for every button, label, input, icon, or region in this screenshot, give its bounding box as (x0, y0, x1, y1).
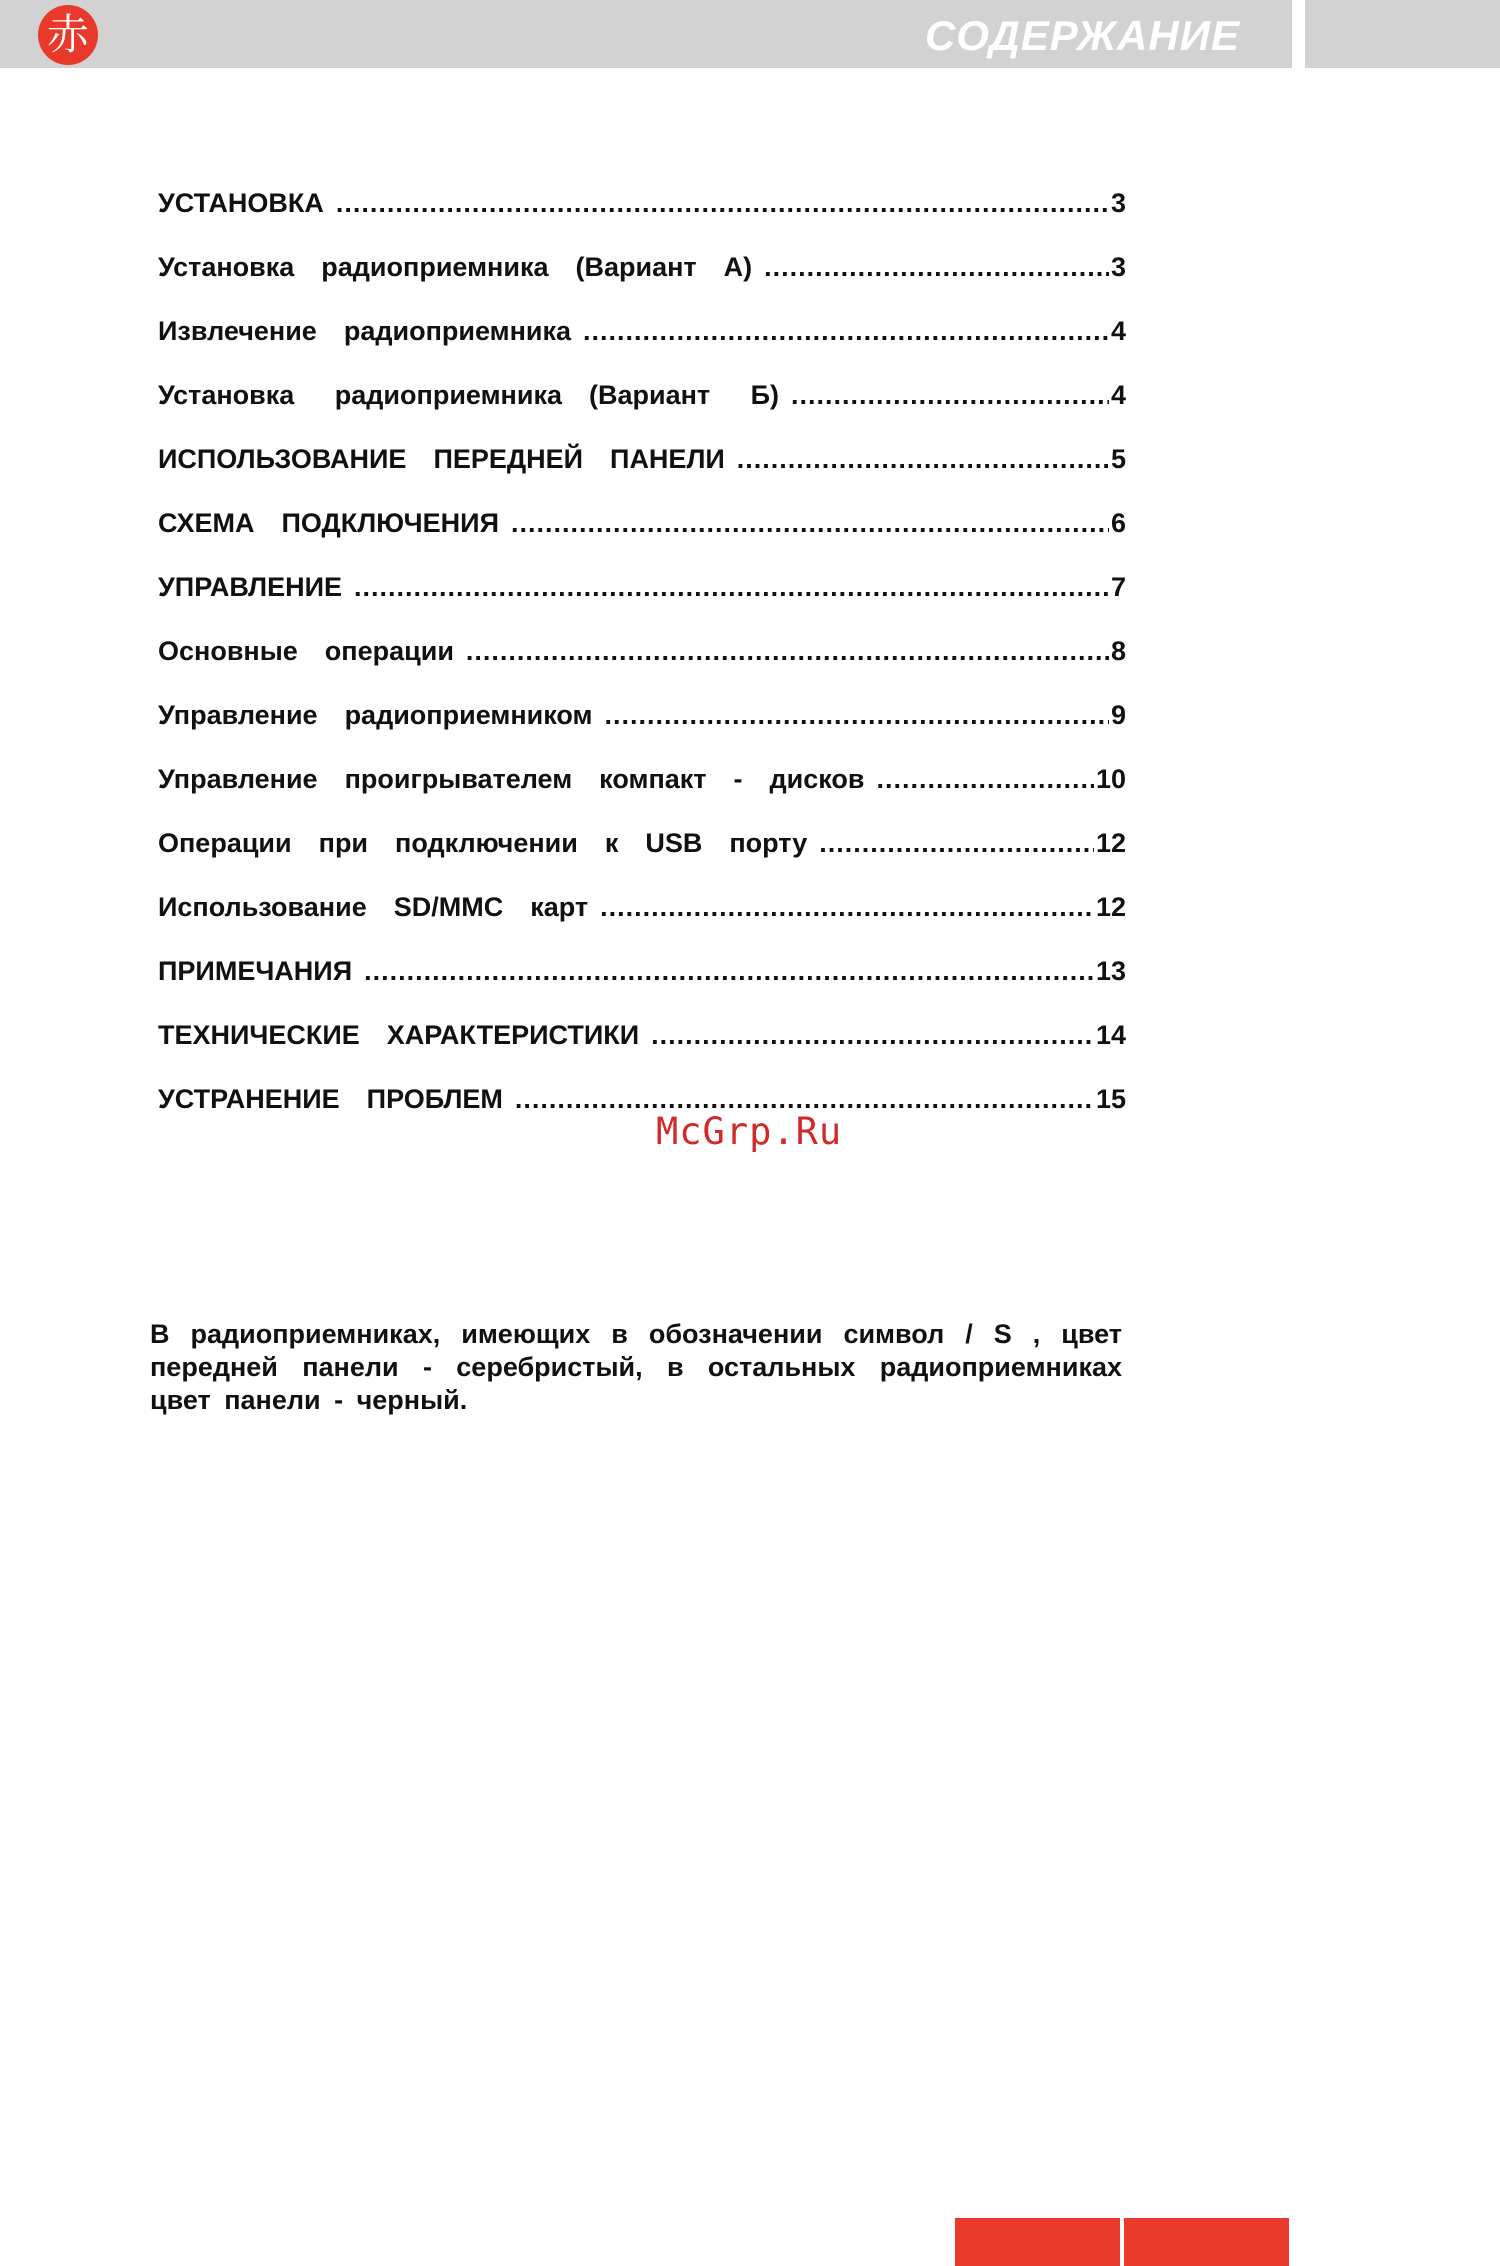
toc-leader (651, 1020, 1094, 1051)
logo-icon: 赤 (38, 5, 98, 65)
toc-item-page: 4 (1110, 380, 1126, 410)
footer-accent-block (1124, 2218, 1289, 2266)
toc-item-page: 14 (1095, 1020, 1126, 1050)
toc-leader (466, 636, 1109, 667)
toc-item-label: СХЕМА ПОДКЛЮЧЕНИЯ (158, 508, 499, 538)
toc-leader (819, 828, 1094, 859)
toc-leader (336, 188, 1109, 219)
toc-item-page: 6 (1110, 508, 1126, 538)
toc-item[interactable] (158, 1020, 1126, 1084)
toc-item-page: 12 (1095, 828, 1126, 858)
toc-item-label: УСТАНОВКА (158, 188, 324, 218)
toc-item-label: Использование SD/MMC карт (158, 892, 589, 922)
toc-item[interactable] (158, 828, 1126, 892)
toc-item[interactable] (158, 1084, 1126, 1148)
toc-leader (605, 700, 1109, 731)
toc-leader (583, 316, 1109, 347)
toc-leader (354, 572, 1109, 603)
toc-item[interactable] (158, 380, 1126, 444)
toc-item-page: 3 (1110, 252, 1126, 282)
toc-item-page: 4 (1110, 316, 1126, 346)
toc-item-label: Извлечение радиоприемника (158, 316, 572, 346)
toc-item-label: УСТРАНЕНИЕ ПРОБЛЕМ (158, 1084, 503, 1114)
toc-item-page: 9 (1110, 700, 1126, 730)
toc-item-label: ИСПОЛЬЗОВАНИЕ ПЕРЕДНЕЙ ПАНЕЛИ (158, 444, 725, 474)
toc-item[interactable] (158, 700, 1126, 764)
toc-item-page: 8 (1110, 636, 1126, 666)
toc-leader (600, 892, 1094, 923)
toc-item[interactable] (158, 892, 1126, 956)
toc-item-page: 3 (1110, 188, 1126, 218)
toc-item[interactable] (158, 508, 1126, 572)
toc-item[interactable] (158, 956, 1126, 1020)
toc-item-page: 7 (1110, 572, 1126, 602)
header-bar-right (1305, 0, 1500, 68)
toc-item-label: Управление проигрывателем компакт - дисков (158, 764, 865, 794)
toc-item[interactable] (158, 252, 1126, 316)
toc-item-page: 12 (1095, 892, 1126, 922)
toc-item-page: 5 (1110, 444, 1126, 474)
toc-item-label: Управление радиоприемником (158, 700, 593, 730)
toc-item-label: Установка радиоприемника (Вариант Б) (158, 380, 780, 410)
table-of-contents (158, 188, 1126, 1148)
toc-item-page: 10 (1095, 764, 1126, 794)
toc-item[interactable] (158, 188, 1126, 252)
note-paragraph: В радиоприемниках, имеющих в обозначении символ / S , цвет передней панели - серебристый, в остальных радиоприемниках цвет панели - черный. (150, 1319, 1122, 1415)
watermark: McGrp.Ru (656, 1110, 843, 1153)
toc-item[interactable] (158, 316, 1126, 380)
toc-item[interactable] (158, 636, 1126, 700)
toc-leader (364, 956, 1094, 987)
toc-item-label: Операции при подключении к USB порту (158, 828, 808, 858)
toc-item[interactable] (158, 572, 1126, 636)
toc-item-label: ТЕХНИЧЕСКИЕ ХАРАКТЕРИСТИКИ (158, 1020, 640, 1050)
toc-leader (764, 252, 1109, 283)
footer-accent-block (955, 2218, 1120, 2266)
page-title: СОДЕРЖАНИЕ (924, 12, 1240, 59)
toc-item-label: ПРИМЕЧАНИЯ (158, 956, 353, 986)
toc-item[interactable] (158, 764, 1126, 828)
toc-leader (737, 444, 1109, 475)
toc-leader (511, 508, 1109, 539)
toc-leader (877, 764, 1094, 795)
toc-leader (791, 380, 1109, 411)
toc-item[interactable] (158, 444, 1126, 508)
toc-item-label: УПРАВЛЕНИЕ (158, 572, 343, 602)
toc-item-label: Установка радиоприемника (Вариант А) (158, 252, 753, 282)
toc-item-page: 13 (1095, 956, 1126, 986)
toc-item-page: 15 (1095, 1084, 1126, 1114)
toc-item-label: Основные операции (158, 636, 454, 666)
